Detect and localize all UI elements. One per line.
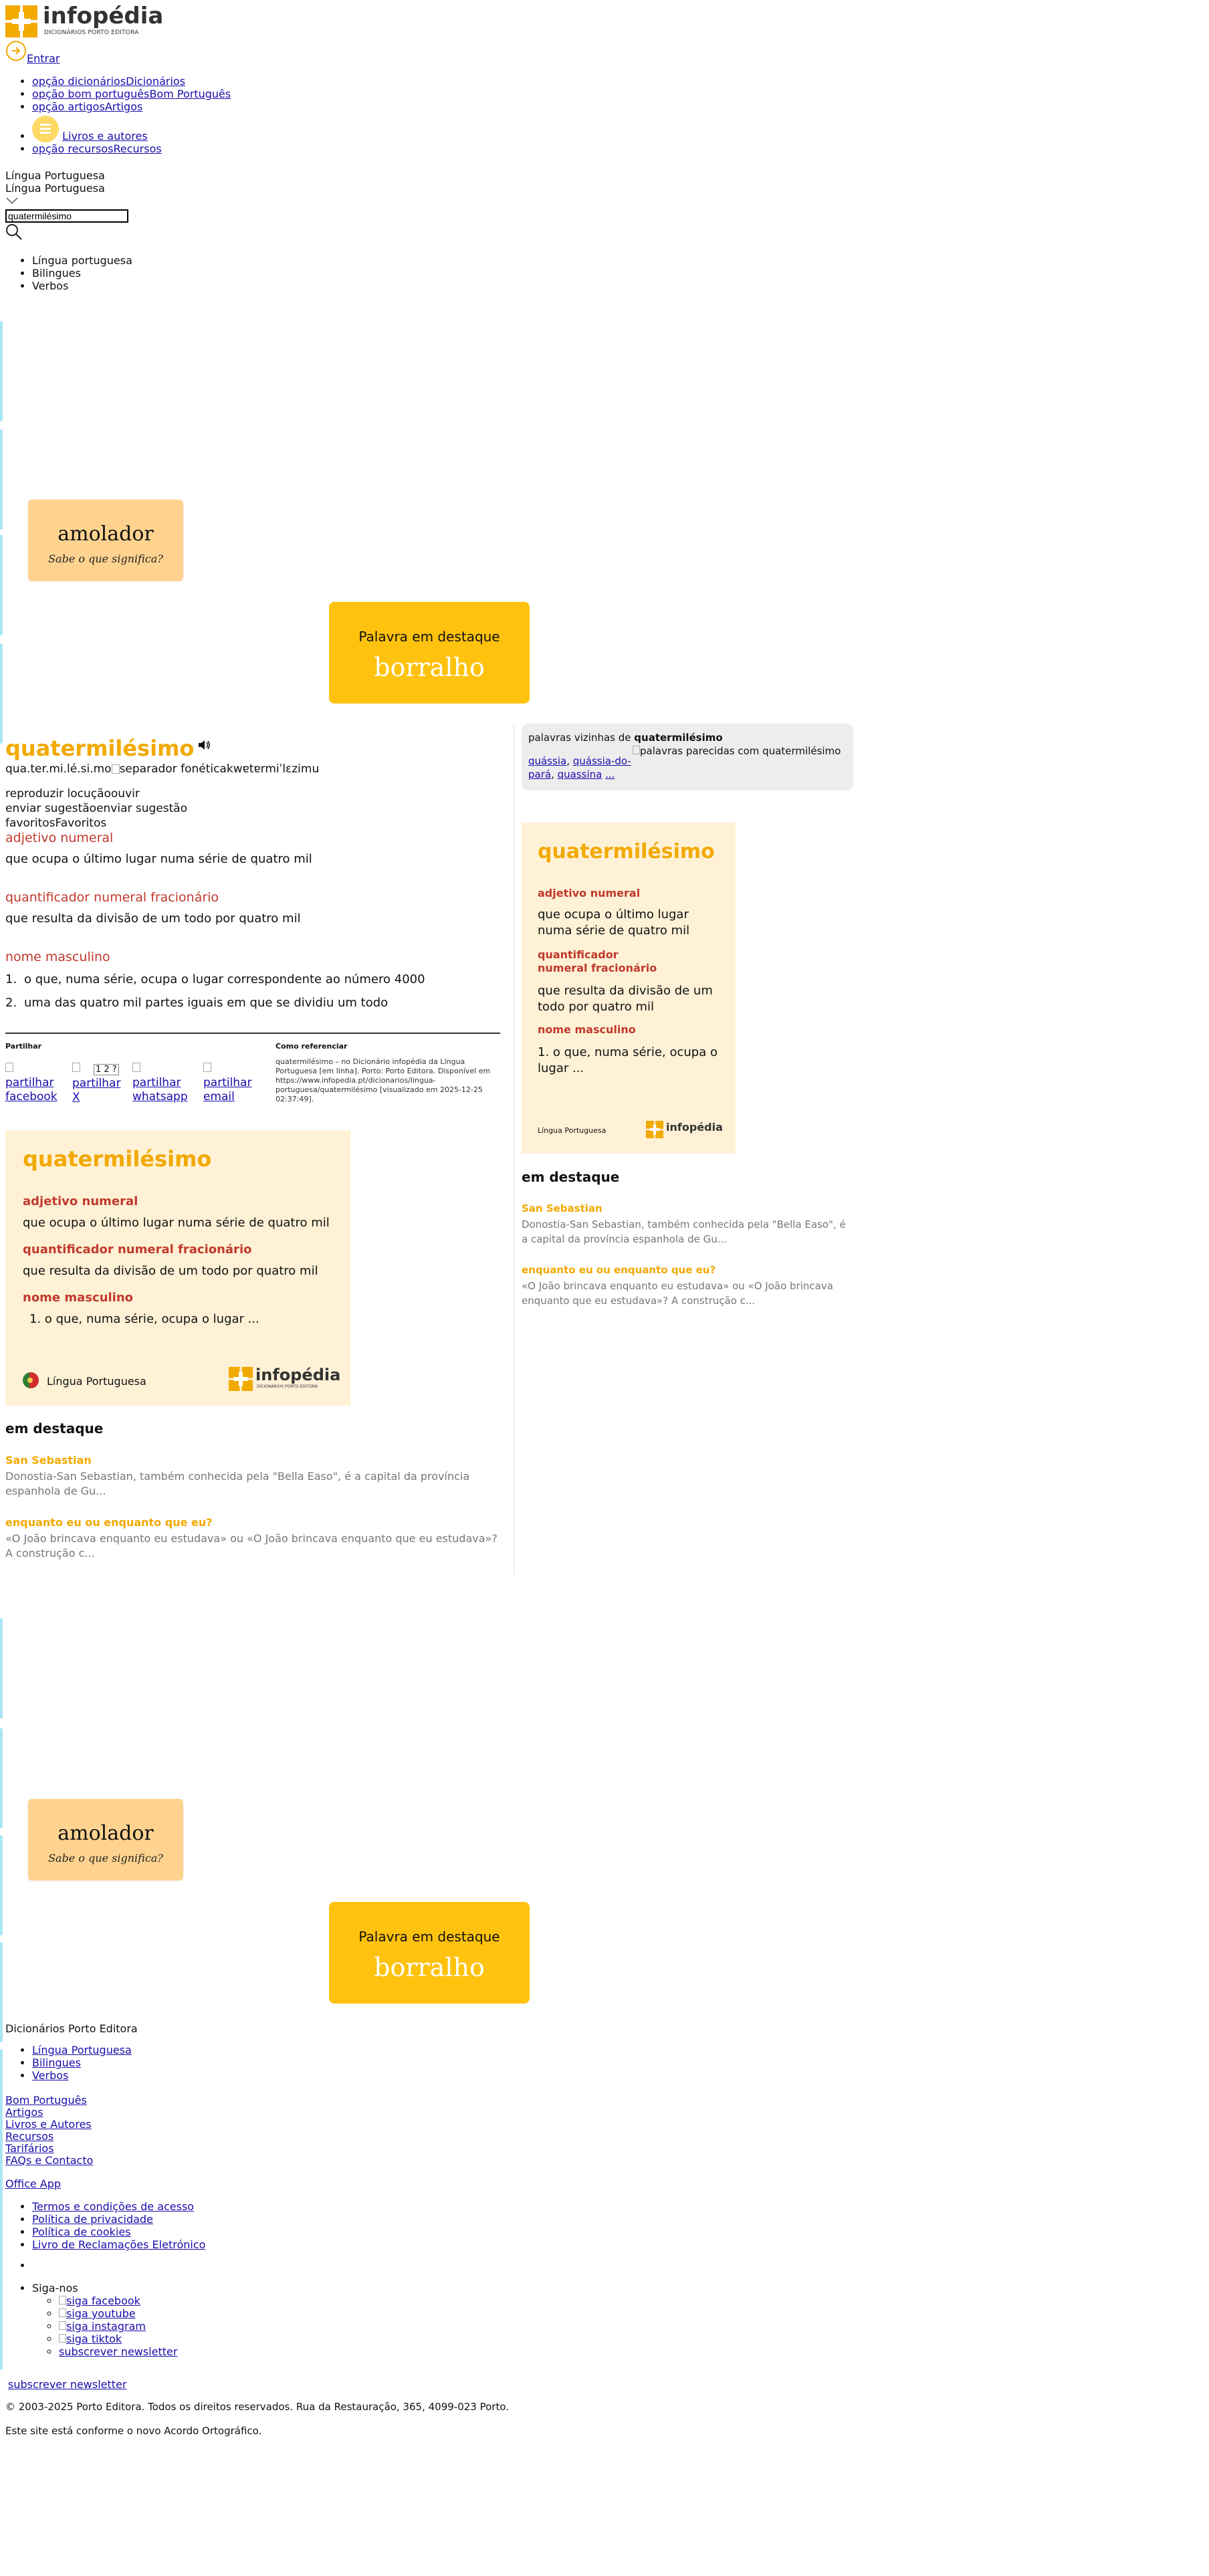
side-accent — [0, 1835, 3, 1935]
card-brand: infopédia DICIONÁRIOS PORTO EDITORA — [229, 1367, 253, 1394]
nav-link-recursos[interactable]: opção recursosRecursos — [32, 142, 162, 155]
social-tiktok[interactable]: siga tiktok — [59, 2333, 122, 2345]
card-language: Língua Portuguesa — [47, 1375, 146, 1388]
nav-item-livros — [32, 116, 300, 142]
logo-text: infopédia — [43, 3, 164, 29]
teaser-word: amolador — [58, 1822, 154, 1845]
highlights — [5, 1420, 500, 1561]
card-headword: quatermilésimo — [23, 1146, 212, 1172]
footer-links — [5, 2095, 93, 2167]
share-x-link[interactable]: partilhar X — [72, 1077, 121, 1104]
social-newsletter[interactable]: subscrever newsletter — [59, 2345, 178, 2358]
language-current: Língua Portuguesa — [5, 182, 105, 195]
highlight-title[interactable]: San Sebastian — [5, 1454, 92, 1467]
footer-dict-links — [0, 2044, 132, 2082]
pos-adjetivo: adjetivo numeral — [5, 831, 114, 845]
nav-item-dicionarios — [32, 75, 300, 88]
legal-link[interactable]: Livro de Reclamações Eletrónico — [32, 2238, 206, 2251]
copyright: © 2003-2025 Porto Editora. Todos os direitos reservados. Rua da Restauração, 365, 4099-023 Porto. — [5, 2401, 510, 2413]
x-icon — [72, 1063, 80, 1072]
citation-text: quatermilésimo – no Dicionário infopédia da Língua Portuguesa [em linha]. Porto: Porto Editora. Disponível em https://www.infopedia.pt/dicionarios/lingua-portuguesa/quatermilésimo [visualizado em 2025-12-25 02:37:49]. — [276, 1057, 491, 1103]
phonetic-separator: separador fonética — [119, 762, 227, 776]
legal-link[interactable]: Termos e condições de acesso — [32, 2200, 195, 2213]
card-pos: adjetivo numeral — [23, 1194, 138, 1208]
infopedia-logo-icon — [229, 1367, 253, 1391]
side-card-language: Língua Portuguesa — [538, 1126, 607, 1135]
share-whatsapp[interactable] — [132, 1062, 199, 1104]
logo-subtitle: DICIONÁRIOS PORTO EDITORA — [44, 29, 139, 36]
site-logo[interactable] — [5, 3, 164, 37]
word-teaser-card[interactable] — [28, 1799, 183, 1881]
neighbor-link[interactable]: quássia-do-pará — [528, 755, 631, 780]
definition: que ocupa o último lugar numa série de quatro mil — [5, 852, 312, 866]
pos-nome: nome masculino — [5, 950, 110, 964]
broken-image-icon — [112, 764, 120, 774]
share-email-link[interactable]: partilhar email — [203, 1076, 252, 1103]
word-teaser-card[interactable] — [28, 500, 183, 581]
nav-link-artigos[interactable]: opção artigosArtigos — [32, 100, 143, 113]
footer-link[interactable]: Artigos — [5, 2106, 43, 2119]
language-selector[interactable] — [5, 169, 105, 207]
teaser-question: Sabe o que significa? — [48, 552, 163, 565]
side-highlight-text: Donostia-San Sebastian, também conhecida pela "Bella Easo", é a capital da província espanhola de Gu... — [522, 1218, 846, 1245]
featured-word-card[interactable] — [329, 602, 530, 704]
speaker-icon[interactable] — [197, 738, 212, 752]
neighbor-title: palavras vizinhas de quatermilésimo — [528, 732, 723, 744]
footer-link[interactable]: Tarifários — [5, 2142, 54, 2155]
suggest-action[interactable]: enviar sugestãoenviar sugestão — [5, 802, 188, 815]
follow-label: Siga-nos — [32, 2282, 78, 2294]
side-accent — [0, 429, 3, 530]
books-icon — [32, 116, 59, 142]
facebook-icon — [5, 1063, 13, 1072]
entry-card — [5, 1130, 350, 1406]
definition: que resulta da divisão de um todo por quatro mil — [5, 911, 301, 926]
side-accent — [0, 535, 3, 635]
side-card-pos: adjetivo numeral — [538, 887, 641, 899]
share-title: Partilhar — [5, 1042, 42, 1051]
subscribe-newsletter — [8, 2378, 126, 2391]
language-selected: Língua Portuguesa — [5, 169, 105, 182]
side-card-headword: quatermilésimo — [538, 840, 715, 863]
side-accent — [0, 1942, 3, 2042]
tab-lingua-portuguesa[interactable]: • Língua portuguesa — [32, 254, 132, 267]
footer-brand: Dicionários Porto Editora — [5, 2022, 138, 2035]
card-definition: que ocupa o último lugar numa série de quatro mil — [23, 1216, 330, 1230]
login-link[interactable]: Entrar — [27, 52, 60, 65]
side-card-definition: 1. o que, numa série, ocupa o lugar ... — [538, 1045, 718, 1075]
nav-item-artigos — [32, 100, 300, 113]
portugal-flag-icon — [23, 1372, 39, 1388]
side-highlight-text: «O João brincava enquanto eu estudava» ou «O João brincava enquanto que eu estudava»? A construção c... — [522, 1280, 833, 1307]
ao-note: Este site está conforme o novo Acordo Ortográfico. — [5, 2425, 262, 2437]
search-icon[interactable] — [5, 223, 23, 241]
footer-link[interactable]: FAQs e Contacto — [5, 2154, 94, 2167]
nav-item-bom-portugues — [32, 88, 300, 100]
side-accent — [0, 1618, 3, 1719]
featured-word: borralho — [374, 1953, 485, 1982]
side-accent — [0, 321, 3, 421]
share-whatsapp-link[interactable]: partilhar whatsapp — [132, 1076, 188, 1103]
citation-title: Como referenciar — [276, 1042, 348, 1051]
login-icon[interactable] — [5, 40, 27, 62]
featured-label: Palavra em destaque — [358, 629, 500, 645]
card-pos: quantificador numeral fracionário — [23, 1243, 252, 1257]
nav-link-bom-portugues[interactable]: opção bom portuguêsBom Português — [32, 88, 231, 100]
dictionary-tabs — [0, 254, 132, 292]
numbered-definition: 1. o que, numa série, ocupa o lugar correspondente ao número 4000 — [5, 972, 425, 986]
side-card-brand: infopédia — [646, 1121, 663, 1141]
infopedia-logo-icon — [646, 1121, 663, 1138]
neighbor-list: quássia, quássia-do-pará, quassina ... — [528, 755, 631, 780]
citation-block — [276, 1042, 500, 1104]
search-input[interactable] — [5, 209, 128, 223]
whatsapp-icon — [132, 1063, 140, 1072]
entry-headword: quatermilésimo — [5, 736, 195, 761]
card-definition: que resulta da divisão de um todo por quatro mil — [23, 1264, 318, 1278]
side-card-definition: que ocupa o último lugar numa série de quatro mil — [538, 907, 690, 938]
entry-phonetic: kwɐtɐrmiˈlɛzimu — [226, 762, 320, 776]
login-area — [5, 40, 60, 65]
entry-syllables: qua.ter.mi.lé.si.mo — [5, 762, 112, 776]
pos-quantificador: quantificador numeral fracionário — [5, 890, 219, 905]
neighbor-link[interactable]: quássia — [528, 755, 567, 767]
side-highlights-title: em destaque — [522, 1169, 620, 1185]
entry — [5, 736, 500, 1010]
nav-item-recursos — [32, 142, 300, 155]
highlight-text: «O João brincava enquanto eu estudava» ou «O João brincava enquanto que eu estudava»? A construção c... — [5, 1532, 498, 1560]
office-app — [5, 2177, 61, 2190]
neighbor-words — [522, 724, 853, 790]
featured-label: Palavra em destaque — [358, 1929, 500, 1945]
share-facebook[interactable] — [5, 1062, 66, 1104]
social-links — [32, 2294, 177, 2358]
listen-action[interactable]: reproduzir locuçãoouvir — [5, 787, 140, 800]
numbered-definition: 2. uma das quatro mil partes iguais em que se dividiu um todo — [5, 996, 389, 1010]
teaser-word: amolador — [58, 522, 154, 546]
favorites-action[interactable]: favoritosFavoritos — [5, 817, 107, 830]
legal-links — [0, 2200, 205, 2251]
side-card-pos: quantificador numeral fracionário — [538, 948, 657, 974]
legal-link[interactable]: Política de cookies — [32, 2226, 131, 2238]
follow-us — [0, 2282, 177, 2358]
highlight-text: Donostia-San Sebastian, também conhecida pela "Bella Easo", é a capital da província espanhola de Gu... — [5, 1470, 470, 1497]
tab-bilingues[interactable]: • Bilingues — [32, 267, 132, 280]
side-highlight-title[interactable]: enquanto eu ou enquanto que eu? — [522, 1264, 716, 1276]
social-facebook[interactable]: siga facebook — [59, 2294, 140, 2307]
footer-link[interactable]: Língua Portuguesa — [32, 2044, 132, 2056]
neighbor-link[interactable]: quassina — [557, 768, 602, 780]
card-pos: nome masculino — [23, 1291, 134, 1305]
footer-link[interactable]: Verbos — [32, 2069, 69, 2082]
neighbor-image: palavras parecidas com quatermilésimo — [633, 745, 841, 757]
main-nav — [0, 75, 300, 155]
divider — [5, 1033, 500, 1034]
card-definition: 1. o que, numa série, ocupa o lugar ... — [29, 1312, 259, 1326]
side-accent — [0, 643, 3, 744]
side-highlight-title[interactable]: San Sebastian — [522, 1202, 602, 1214]
share-email[interactable] — [203, 1062, 263, 1104]
office-app-link[interactable]: Office App — [5, 2177, 62, 2190]
featured-word-card[interactable] — [329, 1902, 530, 2004]
footer-link[interactable]: Recursos — [5, 2130, 54, 2143]
highlight-title[interactable]: enquanto eu ou enquanto que eu? — [5, 1516, 213, 1529]
highlights-title: em destaque — [5, 1420, 104, 1436]
legal-link[interactable]: Política de privacidade — [32, 2213, 153, 2226]
social-instagram[interactable]: siga instagram — [59, 2320, 146, 2333]
teaser-question: Sabe o que significa? — [48, 1852, 163, 1864]
infopedia-logo-icon — [5, 5, 37, 37]
tab-verbos[interactable]: • Verbos — [32, 280, 132, 292]
footer-link[interactable]: Livros e Autores — [5, 2118, 92, 2131]
email-icon — [203, 1063, 211, 1072]
empty-list — [0, 2259, 32, 2272]
neighbor-link[interactable]: ... — [605, 768, 615, 780]
side-entry-card — [522, 823, 736, 1154]
social-youtube[interactable]: siga youtube — [59, 2307, 136, 2320]
chevron-down-icon[interactable] — [5, 197, 19, 205]
side-card-pos: nome masculino — [538, 1023, 636, 1036]
side-card-definition: que resulta da divisão de um todo por quatro mil — [538, 984, 713, 1014]
side-highlights — [522, 1169, 853, 1308]
side-accent — [0, 1728, 3, 1828]
featured-word: borralho — [374, 653, 485, 682]
share-facebook-link[interactable]: partilhar facebook — [5, 1076, 58, 1103]
footer-link[interactable]: Bilingues — [32, 2056, 81, 2069]
nav-link-dicionarios[interactable]: opção dicionáriosDicionários — [32, 75, 186, 88]
footer-link[interactable]: Bom Português — [5, 2094, 87, 2107]
nav-link-livros[interactable]: Livros e autores — [62, 130, 148, 142]
share-x[interactable]: 1 2 ? partilhar X — [72, 1062, 126, 1105]
subscribe-link[interactable]: subscrever newsletter — [8, 2378, 127, 2391]
